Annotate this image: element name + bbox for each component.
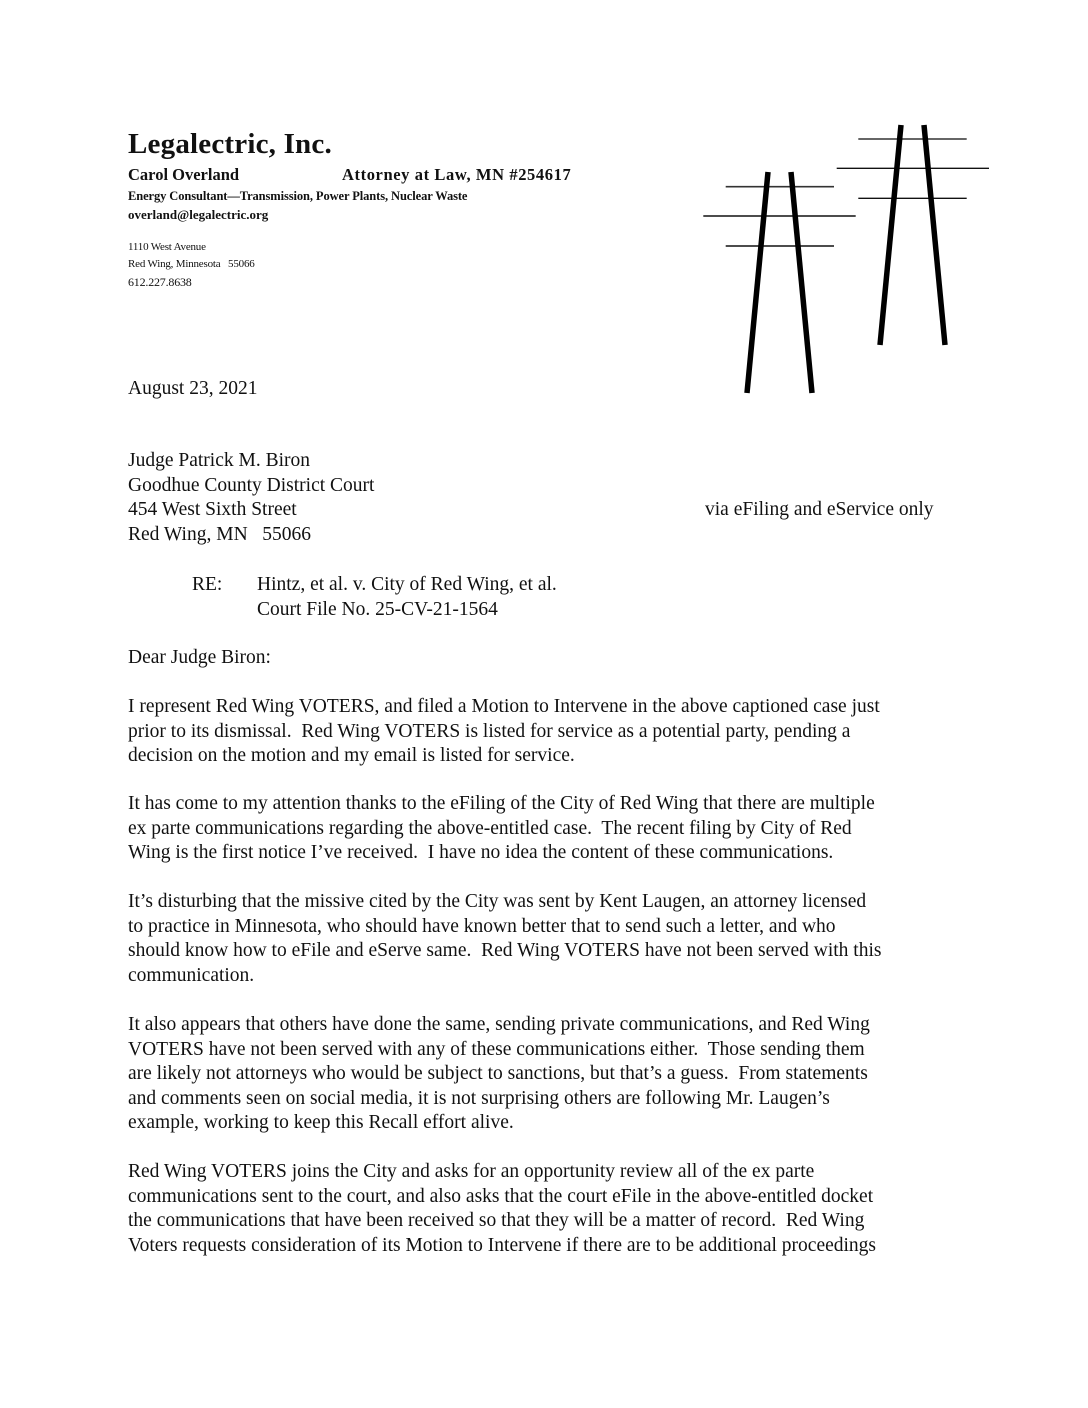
consulting-specialty: Energy Consultant—Transmission, Power Plants, Nuclear Waste bbox=[128, 189, 468, 203]
paragraph bbox=[128, 1013, 870, 1136]
paragraph-line: decision on the motion and my email is listed for service. bbox=[128, 745, 575, 766]
left-tower bbox=[703, 172, 855, 393]
paragraph-line: prior to its dismissal. Red Wing VOTERS is listed for service as a potential party, pending a bbox=[128, 720, 851, 742]
paragraph-line: It also appears that others have done the same, sending private communications, and Red Wing bbox=[128, 1014, 870, 1035]
paragraph-line: to practice in Minnesota, who should have known better that to send such a letter, and who bbox=[128, 915, 836, 937]
contact-email: overland@legalectric.org bbox=[128, 207, 269, 222]
transmission-towers-icon bbox=[0, 0, 1088, 420]
right-tower bbox=[837, 125, 989, 345]
recipient-line: Goodhue County District Court bbox=[128, 474, 375, 496]
paragraph bbox=[128, 890, 881, 988]
re-subject bbox=[257, 573, 557, 622]
paragraph-line: VOTERS have not been served with any of these communications either. Those sending them bbox=[128, 1038, 865, 1060]
paragraph-line: Red Wing VOTERS joins the City and asks for an opportunity review all of the ex parte bbox=[128, 1161, 815, 1182]
tower-leg bbox=[791, 172, 812, 393]
attorney-name: Carol Overland bbox=[128, 165, 240, 184]
paragraph-line: communications sent to the court, and also asks that the court eFile in the above-entitled docket bbox=[128, 1185, 874, 1207]
tower-leg bbox=[924, 125, 945, 345]
paragraph-line: are likely not attorneys who would be subject to sanctions, but that’s a guess. From statements bbox=[128, 1063, 868, 1084]
paragraph-line: the communications that have been received so that they will be a matter of record. Red Wing bbox=[128, 1210, 865, 1231]
tower-leg bbox=[747, 172, 768, 393]
recipient-address bbox=[128, 449, 374, 547]
phone-number: 612.227.8638 bbox=[128, 275, 192, 289]
paragraph-line: example, working to keep this Recall effort alive. bbox=[128, 1112, 514, 1133]
letter-date: August 23, 2021 bbox=[128, 378, 258, 399]
paragraph-line: Wing is the first notice I’ve received. I have no idea the content of these communications. bbox=[128, 842, 834, 863]
address-city: Red Wing, Minnesota 55066 bbox=[128, 258, 255, 270]
re-label: RE: bbox=[192, 574, 223, 595]
court-file-number: Court File No. 25-CV-21-1564 bbox=[257, 598, 498, 620]
paragraph-line: and comments seen on social media, it is not surprising others are following Mr. Laugen’s bbox=[128, 1087, 830, 1109]
paragraph-line: ex parte communications regarding the above-entitled case. The recent filing by City of Red bbox=[128, 817, 852, 839]
case-caption: Hintz, et al. v. City of Red Wing, et al. bbox=[257, 574, 557, 595]
salutation: Dear Judge Biron: bbox=[128, 647, 271, 668]
company-name: Legalectric, Inc. bbox=[128, 128, 332, 160]
recipient-line: Judge Patrick M. Biron bbox=[128, 450, 310, 471]
paragraph-line: It’s disturbing that the missive cited by the City was sent by Kent Laugen, an attorney licensed bbox=[128, 891, 867, 912]
delivery-method: via eFiling and eService only bbox=[705, 499, 934, 520]
paragraph bbox=[128, 792, 875, 866]
recipient-line: 454 West Sixth Street bbox=[128, 499, 297, 520]
paragraph bbox=[128, 695, 880, 769]
address-street: 1110 West Avenue bbox=[128, 241, 206, 253]
paragraph-line: communication. bbox=[128, 964, 255, 986]
recipient-line: Red Wing, MN 55066 bbox=[128, 523, 312, 545]
paragraph-line: Voters requests consideration of its Motion to Intervene if there are to be additional proceedings bbox=[128, 1234, 877, 1256]
paragraph-line: It has come to my attention thanks to the eFiling of the City of Red Wing that there are multiple bbox=[128, 793, 875, 814]
attorney-title: Attorney at Law, MN #254617 bbox=[342, 165, 572, 184]
paragraph bbox=[128, 1160, 876, 1258]
tower-leg bbox=[880, 125, 901, 345]
paragraph-line: should know how to eFile and eServe same. Red Wing VOTERS have not been served with this bbox=[128, 940, 882, 961]
paragraph-line: I represent Red Wing VOTERS, and filed a Motion to Intervene in the above captioned case just bbox=[128, 696, 880, 717]
